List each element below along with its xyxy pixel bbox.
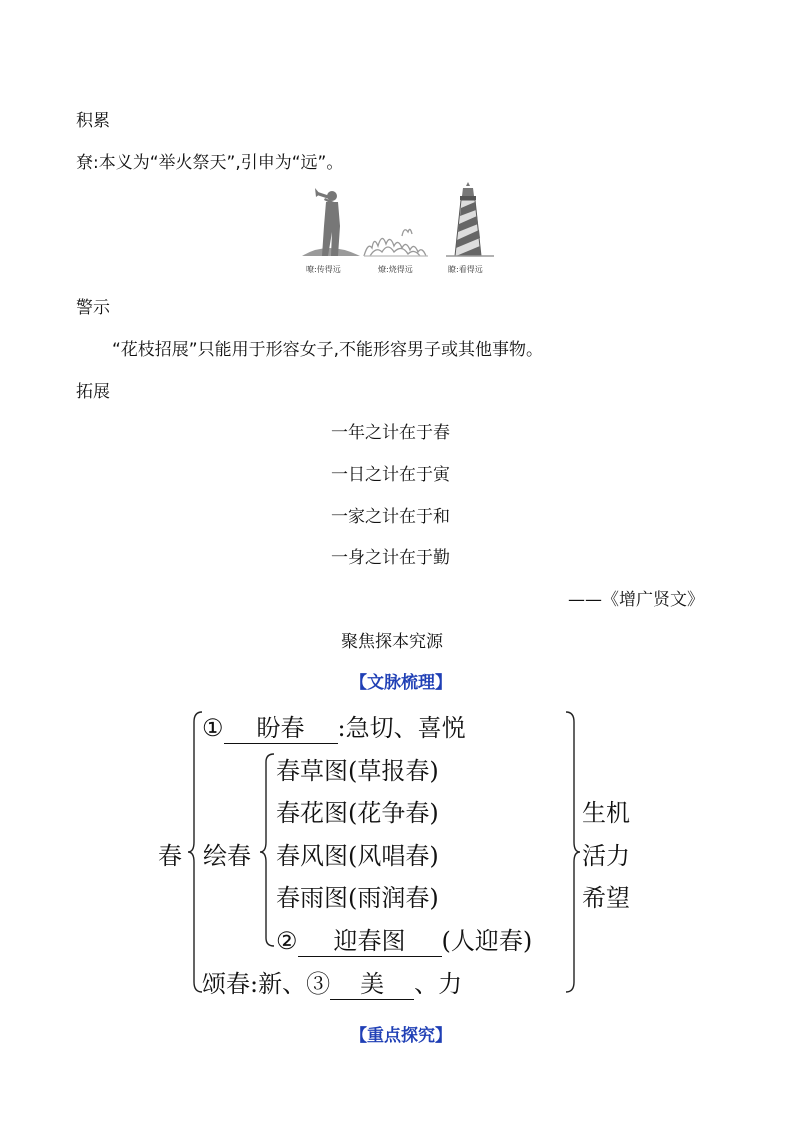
outline-item-1 <box>202 708 466 744</box>
summary-item: 希望 <box>582 884 630 912</box>
item-number: ② <box>276 927 298 955</box>
summary-item: 生机 <box>582 799 630 827</box>
proverb-line: 一年之计在于春 <box>331 423 450 443</box>
proverb-line: 一日之计在于寅 <box>331 465 450 485</box>
praise-prefix: 颂春:新、 <box>202 970 307 998</box>
painting-item: 春草图(草报春) <box>276 757 439 785</box>
item-number: ① <box>202 714 224 742</box>
answer-blank-2: 迎春图 <box>298 926 442 957</box>
praise-line <box>202 964 462 1000</box>
section-title: 聚焦探本究源 <box>341 632 443 652</box>
warning-text: “花枝招展”只能用于形容女子,不能形容男子或其他事物。 <box>112 340 544 360</box>
painting-item: 春风图(风唱春) <box>276 842 439 870</box>
caption-1: 嘹:传得远 <box>306 265 341 274</box>
caption-2: 燎:烧得远 <box>378 265 413 274</box>
item-after: 、力 <box>414 970 463 998</box>
accumulation-heading: 积累 <box>76 111 110 131</box>
extension-heading: 拓展 <box>76 382 110 402</box>
proverb-line: 一家之计在于和 <box>331 507 450 527</box>
item-number: ③ <box>306 970 331 998</box>
item-after: (人迎春) <box>441 927 533 955</box>
painting-item-5 <box>276 921 532 957</box>
proverb-line: 一身之计在于勤 <box>331 548 450 568</box>
item-after: :急切、喜悦 <box>337 714 466 742</box>
accumulation-text: 尞:本义为“举火祭天”,引申为“远”。 <box>76 153 344 173</box>
answer-blank-1: 盼春 <box>224 713 338 744</box>
outline-root: 春 <box>158 842 182 870</box>
answer-blank-3: 美 <box>330 969 414 1000</box>
caption-3: 瞭:看得远 <box>448 265 483 274</box>
painting-item: 春雨图(雨润春) <box>276 884 439 912</box>
warning-heading: 警示 <box>76 298 110 318</box>
painting-item: 春花图(花争春) <box>276 799 439 827</box>
outline-heading: 【文脉梳理】 <box>350 673 452 693</box>
painting-label: 绘春 <box>203 842 251 870</box>
key-heading: 【重点探究】 <box>350 1026 452 1046</box>
summary-item: 活力 <box>582 842 630 870</box>
proverb-source: ——《增广贤文》 <box>568 590 704 610</box>
